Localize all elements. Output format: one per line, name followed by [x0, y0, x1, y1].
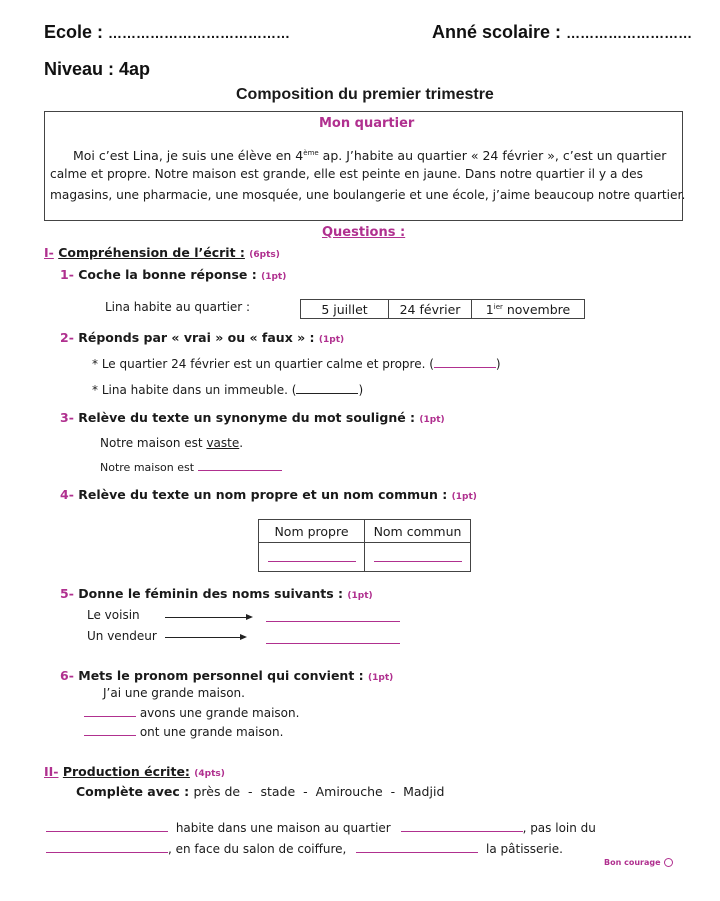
q2-answer-2[interactable]: [296, 393, 358, 394]
text-line-1b: ap. J’habite au quartier « 24 février », c’est un quartier: [318, 148, 667, 164]
section-2-instruction: [76, 784, 444, 799]
section-1: [44, 245, 280, 260]
prod-line-1: [46, 821, 596, 835]
q5-answer-2[interactable]: [266, 628, 400, 644]
q4-table: [258, 519, 471, 572]
annee-label: [432, 22, 692, 43]
ecole-dots: …………………………………: [108, 25, 291, 41]
q5-text: Donne le féminin des noms suivants :: [78, 586, 344, 601]
q2-close-1: ): [495, 357, 501, 371]
q2-item-2-text: * Lina habite dans un immeuble. (: [92, 383, 297, 397]
section-2-num: II-: [44, 764, 59, 779]
text-title: Mon quartier: [319, 116, 415, 131]
col-nom-commun: [365, 520, 471, 543]
q6-num: 6-: [60, 668, 74, 683]
instruction-label: Complète avec :: [76, 784, 190, 799]
answer-nom-propre[interactable]: [259, 543, 365, 572]
q4-pts: (1pt): [451, 492, 477, 502]
q1-pts: (1pt): [261, 272, 287, 282]
q4-num: 4-: [60, 487, 74, 502]
q2-num: 2-: [60, 330, 74, 345]
q6-pts: (1pt): [368, 673, 394, 683]
section-1-title: Compréhension de l’écrit :: [58, 245, 245, 260]
q6-answer-2[interactable]: [84, 716, 136, 717]
q3-text: Relève du texte un synonyme du mot souligné :: [78, 410, 416, 425]
q6: [60, 668, 393, 683]
ecole-label: [44, 22, 290, 43]
answer-line: [374, 561, 462, 562]
q4-text: Relève du texte un nom propre et un nom commun :: [78, 487, 448, 502]
q5-num: 5-: [60, 586, 74, 601]
q1-prompt: Lina habite au quartier :: [105, 300, 251, 314]
q2-item-1-text: * Le quartier 24 février est un quartier calme et propre. (: [92, 357, 434, 371]
prod-line-1b: , pas loin du: [522, 821, 596, 835]
q6-sentence-3: [84, 725, 283, 739]
answer-nom-commun[interactable]: [365, 543, 471, 572]
q2-answer-1[interactable]: [434, 367, 496, 368]
niveau: Niveau : 4ap: [44, 59, 151, 79]
answer-line: [268, 561, 356, 562]
q6-sentence-3-text: ont une grande maison.: [139, 725, 284, 739]
text-line-1a: Moi c’est Lina, je suis une élève en 4: [73, 148, 304, 164]
col-nom-commun-label: Nom commun: [373, 523, 462, 539]
option-24-fevrier[interactable]: [389, 300, 472, 319]
q4: [60, 487, 477, 502]
q3-answer-line: [100, 461, 282, 474]
prod-line-2a: , en face du salon de coiffure,: [168, 842, 347, 856]
q1-num: 1-: [60, 267, 74, 282]
q3-sentence: [100, 436, 243, 450]
q3-sentence-post: .: [239, 436, 244, 450]
text-box: [44, 111, 686, 221]
q5: [60, 586, 373, 601]
smiley-icon: [664, 858, 673, 867]
q6-sentence-1: J’ai une grande maison.: [103, 686, 245, 700]
q3-underlined-word: vaste: [206, 436, 240, 450]
prod-line-2b: la pâtisserie.: [486, 842, 563, 856]
section-2-pts: (4pts): [194, 769, 225, 779]
option-1ier-novembre[interactable]: [472, 300, 585, 319]
q2: [60, 330, 344, 345]
q5-pts: (1pt): [347, 591, 373, 601]
arrow-icon: [165, 617, 251, 618]
q2-item-1: [92, 357, 501, 371]
footer: [604, 858, 673, 867]
prod-answer-1[interactable]: [46, 831, 168, 832]
word-list: près de - stade - Amirouche - Madjid: [193, 784, 445, 799]
q1: [60, 267, 286, 282]
text-line-2: calme et propre. Notre maison est grande, elle est peinte en jaune. Dans notre quartier il y a des: [50, 167, 643, 181]
q3-pts: (1pt): [419, 415, 445, 425]
q3-answer-pre: Notre maison est: [100, 461, 195, 474]
prod-line-1a: habite dans une maison au quartier: [175, 821, 391, 835]
section-2-title: Production écrite:: [62, 764, 190, 779]
q6-sentence-2: [84, 706, 299, 720]
q2-pts: (1pt): [318, 335, 345, 345]
q5-answer-1[interactable]: [266, 606, 400, 622]
prod-answer-2[interactable]: [401, 831, 523, 832]
section-1-pts: (6pts): [249, 250, 280, 260]
option-label: 5 juillet: [321, 301, 368, 317]
section-2: [44, 764, 225, 779]
q3-num: 3-: [60, 410, 74, 425]
footer-text: Bon courage: [604, 858, 661, 867]
q1-text: Coche la bonne réponse :: [78, 267, 257, 282]
prod-answer-3[interactable]: [46, 852, 168, 853]
q2-item-2: [92, 383, 363, 397]
text-line-1-sup: ème: [303, 149, 319, 157]
prod-answer-4[interactable]: [356, 852, 478, 853]
q3: [60, 410, 445, 425]
annee-label-text: Anné scolaire :: [432, 22, 562, 42]
q2-close-2: ): [358, 383, 364, 397]
prod-line-2: [46, 842, 563, 856]
annee-dots: ………………………: [566, 25, 693, 41]
q3-answer[interactable]: [198, 470, 282, 471]
q1-options: [300, 299, 585, 319]
q6-sentence-2-text: avons une grande maison.: [139, 706, 300, 720]
option-label-rest: novembre: [502, 301, 571, 317]
q6-text: Mets le pronom personnel qui convient :: [78, 668, 364, 683]
q3-sentence-pre: Notre maison est: [100, 436, 207, 450]
text-line-3: magasins, une pharmacie, une mosquée, une boulangerie et une école, j’aime beaucoup notre quartier.: [50, 188, 686, 202]
q5-item-2: Un vendeur: [87, 629, 157, 643]
page-title: Composition du premier trimestre: [236, 86, 494, 103]
q6-answer-3[interactable]: [84, 735, 136, 736]
questions-title: Questions :: [322, 225, 406, 240]
section-1-num: I-: [44, 245, 54, 260]
ecole-label-text: Ecole :: [44, 22, 104, 42]
q5-item-1: Le voisin: [87, 608, 140, 622]
col-nom-propre: [259, 520, 365, 543]
option-5-juillet[interactable]: [301, 300, 389, 319]
q2-text: Réponds par « vrai » ou « faux » :: [78, 330, 315, 345]
option-label: 24 février: [399, 301, 461, 317]
col-nom-propre-label: Nom propre: [274, 523, 349, 539]
option-label-sup: ier: [493, 302, 503, 311]
arrow-icon: [165, 637, 245, 638]
option-label-base: 1: [485, 301, 494, 317]
